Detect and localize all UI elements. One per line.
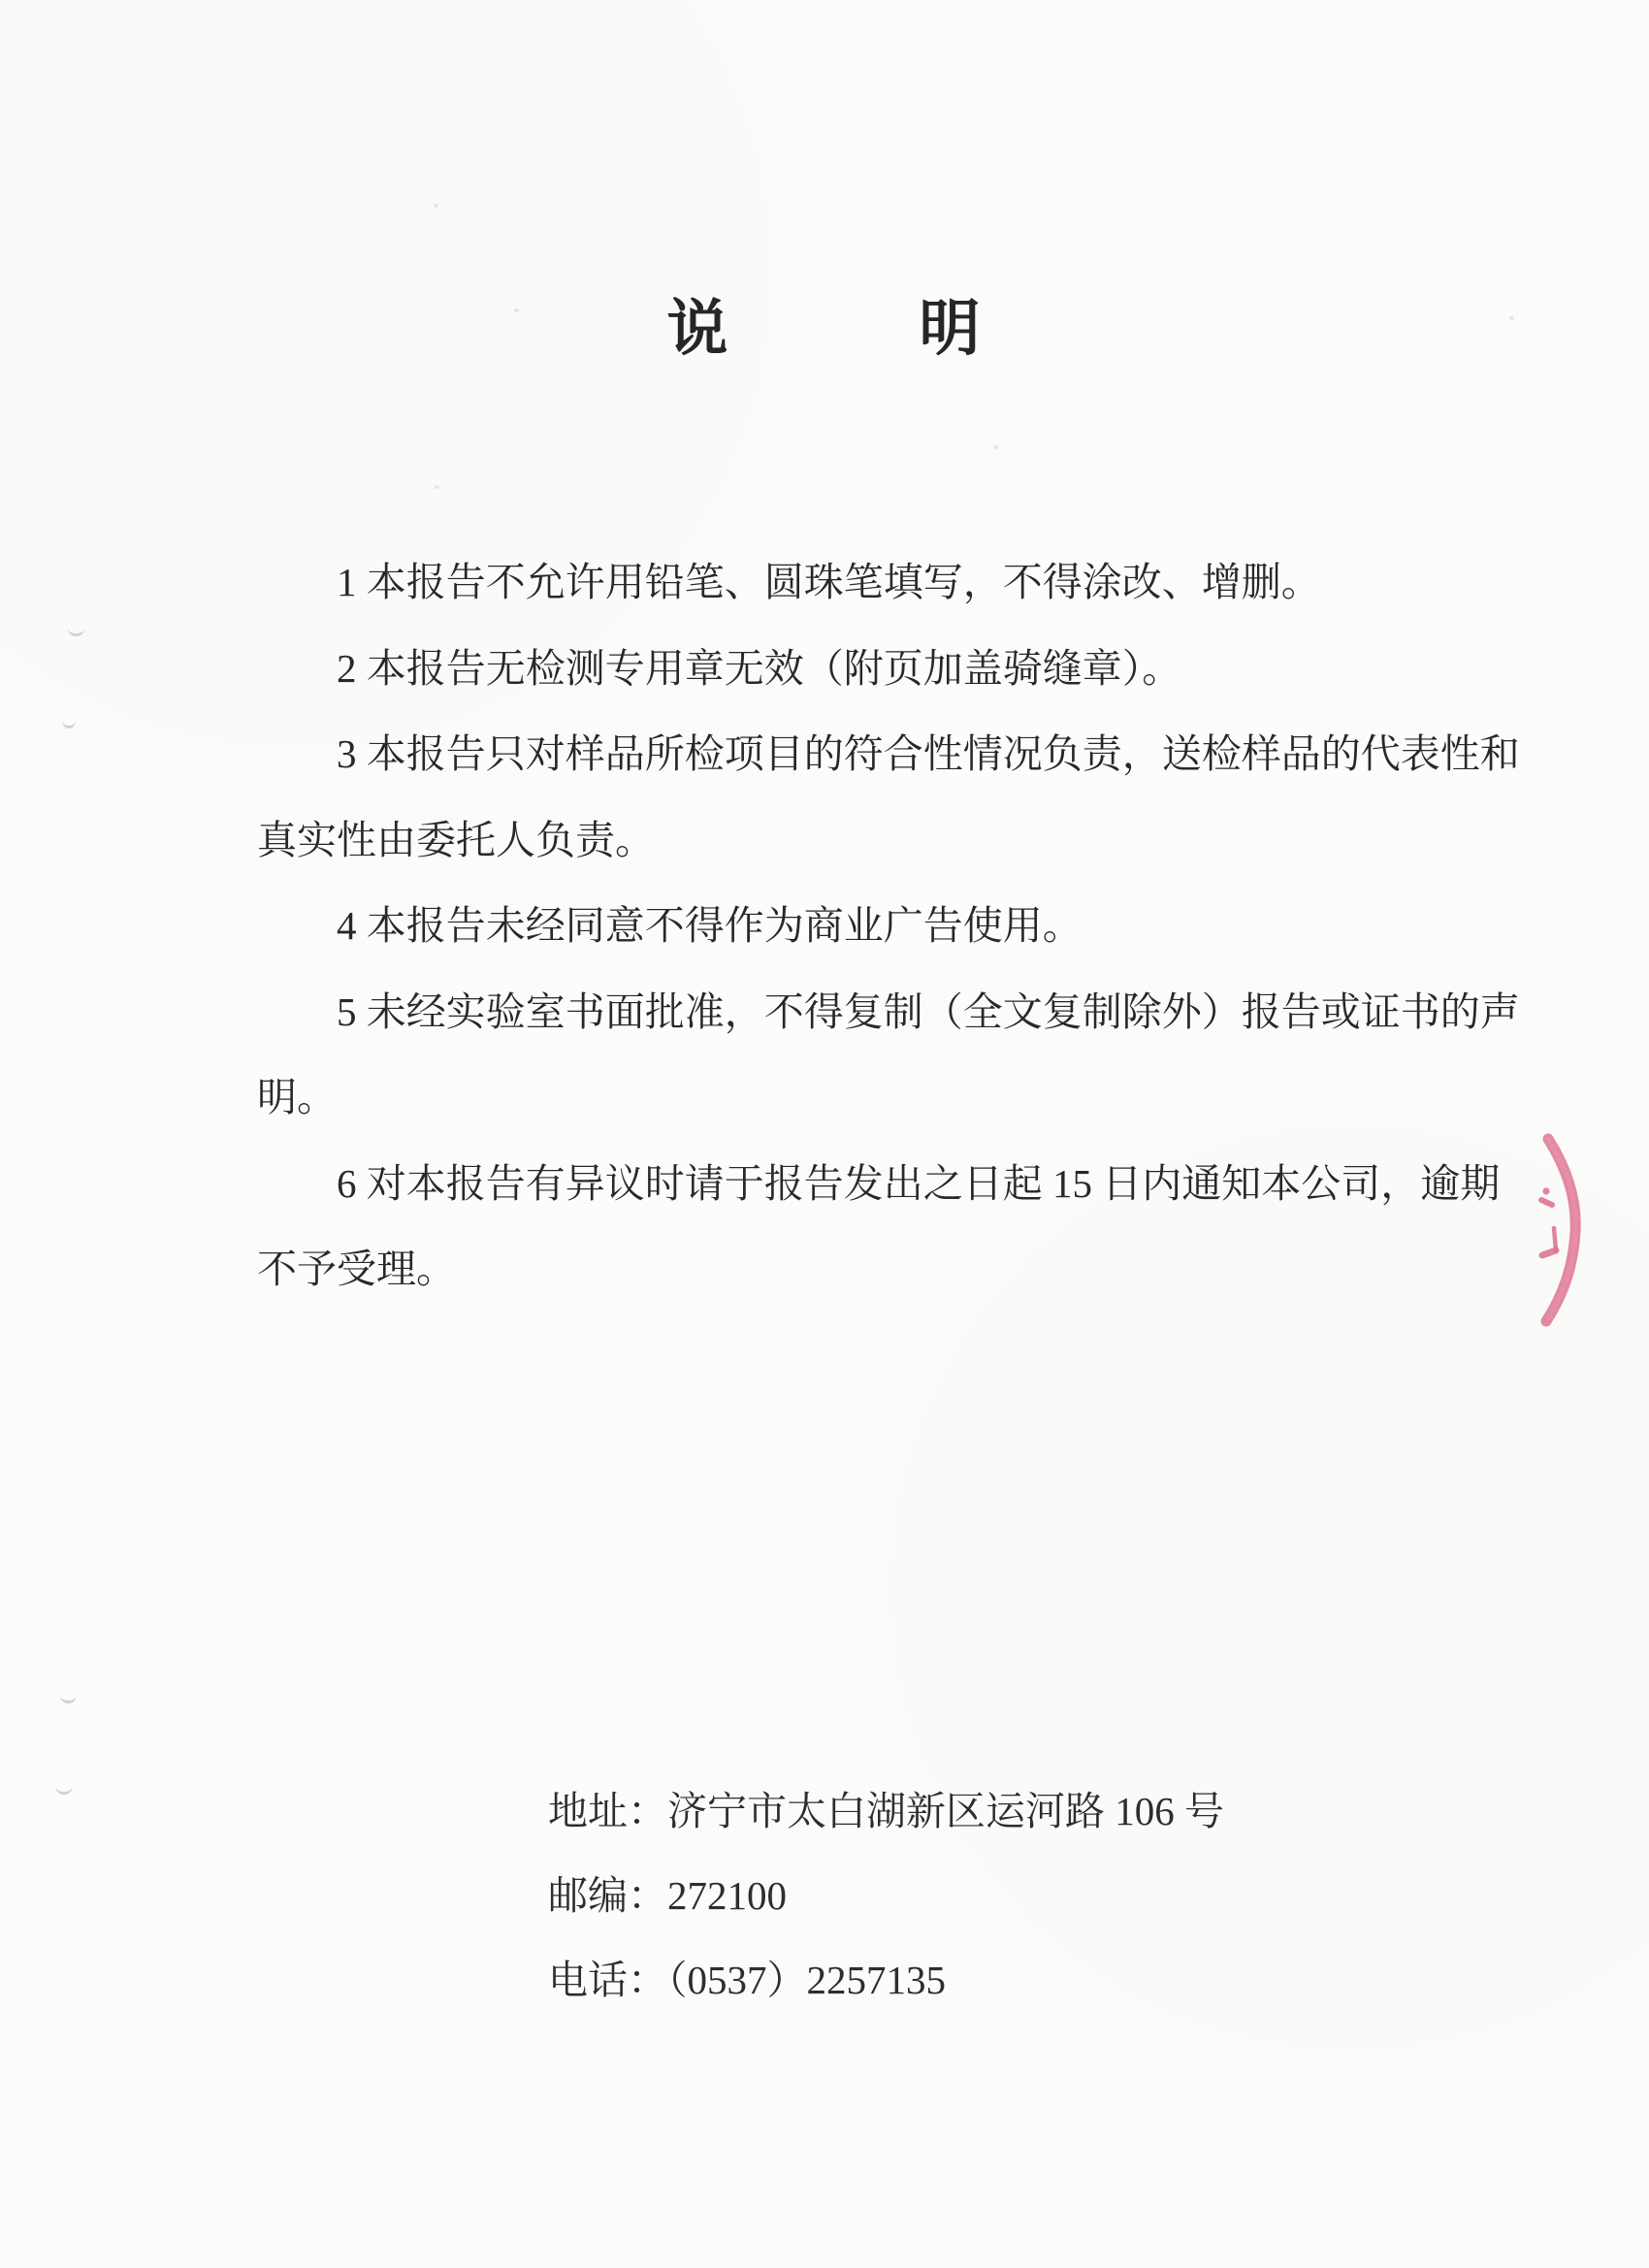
scan-smudge <box>60 1688 77 1703</box>
note-3-line-2: 真实性由委托人负责。 <box>257 817 655 862</box>
note-2-line-1: 2 本报告无检测专用章无效（附页加盖骑缝章）。 <box>337 645 1182 691</box>
note-5-line-1: 5 未经实验室书面批准，不得复制（全文复制除外）报告或证书的声 <box>337 988 1520 1034</box>
note-6-line-1: 6 对本报告有异议时请于报告发出之日起 15 日内通知本公司，逾期 <box>337 1160 1501 1206</box>
postcode-line: 邮编：272100 <box>548 1873 787 1918</box>
scan-smudge <box>55 1778 73 1795</box>
phone-line: 电话：（0537）2257135 <box>548 1958 946 2002</box>
scan-speck <box>993 445 998 449</box>
scan-speck <box>435 485 439 489</box>
note-4-line-1: 4 本报告未经同意不得作为商业广告使用。 <box>337 903 1083 948</box>
note-1-line-1: 1 本报告不允许用铅笔、圆珠笔填写，不得涂改、增删。 <box>337 560 1321 604</box>
contact-block <box>548 1769 1224 2023</box>
note-6-line-2: 不予受理。 <box>257 1247 456 1291</box>
scan-speck <box>1509 316 1514 320</box>
notes-list <box>257 539 1520 1312</box>
seam-stamp-icon <box>1511 1125 1620 1333</box>
note-5-line-2: 明。 <box>257 1075 337 1119</box>
address-line: 地址：济宁市太白湖新区运河路 106 号 <box>548 1789 1224 1833</box>
note-3-line-1: 3 本报告只对样品所检项目的符合性情况负责，送检样品的代表性和 <box>337 731 1520 776</box>
scan-speck <box>434 204 438 208</box>
scan-smudge <box>62 714 76 729</box>
page-title: 说 明 <box>666 295 983 363</box>
scan-smudge <box>68 621 84 636</box>
scan-speck <box>514 308 519 312</box>
